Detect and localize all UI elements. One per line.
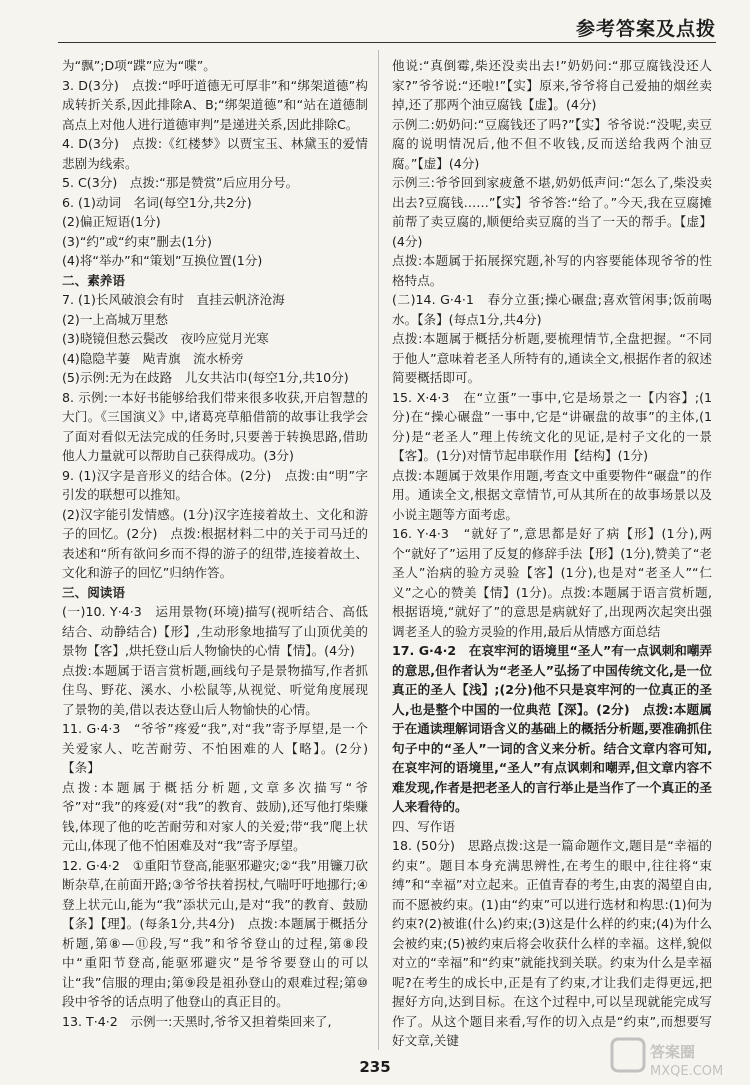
right-paragraph: 他说:“真倒霉,柴还没卖出去!”奶奶问:“那豆腐钱没还人家?”爷爷说:“还啦!”【实】原来,爷爷将自己爱抽的烟丝卖掉,还了那两个油豆腐钱【虚】。(4分) — [392, 58, 712, 112]
right-paragraph: 18. (50分) 思路点拨:这是一篇命题作文,题目是“幸福的约束”。题目本身充满思辨性,在考生的眼中,往往将“束缚”和“幸福”对立起来。正值青春的考生,由衷的渴望自由,而不愿被约束。(1)由“约束”可以进行选材和构思:(1)何为约束?(2)被谁(什么)约束;(3)这是什么样的约束;(4)为什么会被约束;(5)被约束后将会收获什么样的幸福。这样,貌似对立的“幸福”和“约束”就能找到关联。约束为什么是幸福呢?在考生的成长中,正是有了约束,才让我们走得更远,把握好方向,达到目标。在这个过程中,可以呈现就能完成写作了。从这个题目来看,写作的切入点是“约束”,而想要写好文章,关键 — [392, 838, 712, 1048]
left-paragraph: 6. (1)动词 名词(每空1分,共2分) — [62, 194, 252, 210]
left-paragraph: 三、阅读语 — [62, 584, 125, 600]
svg-text:答案圈: 答案圈 — [650, 1043, 696, 1061]
left-paragraph: 13. T·4·2 示例一:天黑时,爷爷又担着柴回来了, — [62, 1013, 332, 1029]
right-paragraph: 示例二:奶奶问:“豆腐钱还了吗?”【实】爷爷说:“没呢,卖豆腐的说明情况后,他不但不收钱,反而送给我两个油豆腐。”【虚】(4分) — [392, 116, 712, 171]
right-column — [392, 56, 712, 1056]
right-paragraph: 15. X·4·3 在“立蛋”一事中,它是场景之一【内容】;(1分)在“操心碾盘”一事中,它是“讲碾盘的故事”的主体,(1分)是“老圣人”理上传统文化的见证,是村子文化的一景【客】。(1分)对情节起串联作用【结构】(1分) — [392, 389, 712, 463]
right-paragraph: 17. G·4·2 在哀牢河的语境里“圣人”有一点讽刺和嘲弄的意思,但作者认为“老圣人”弘扬了中国传统文化,是一位真正的圣人【浅】;(2分)他不只是哀牢河的一位真正的圣人,也是整个中国的一位典范【深】。(2分) 点拨:本题属于在通读理解词语含义的基础上的概括分析题,要准确抓住句子中的“圣人”一词的含义来分析。结合文章内容可知,在哀牢河的语境里,“圣人”有点讽刺和嘲弄,但文章内容不难发现,作者是把老圣人的言行举止是当作了一个真正的圣人来看待的。 — [392, 643, 712, 814]
svg-text:MXQE.COM: MXQE.COM — [650, 1064, 724, 1079]
left-paragraph: 9. (1)汉字是音形义的结合体。(2分) 点拨:由“明”字引发的联想可以推知。 — [62, 467, 368, 502]
right-paragraph: 示例三:爷爷回到家疲惫不堪,奶奶低声问:“怎么了,柴没卖出去?豆腐钱……”【实】爷爷答:“给了。”今天,我在豆腐摊前帮了卖豆腐的,顺便给卖豆腐的当了一天的帮手。【虚】(4分) — [392, 175, 712, 249]
right-paragraph: 四、写作语 — [392, 818, 455, 834]
left-paragraph: 为“飘”;D项“蹀”应为“喋”。 — [62, 58, 216, 73]
page-number: 235 — [359, 1058, 391, 1076]
left-paragraph: (一)10. Y·4·3 运用景物(环境)描写(视听结合、高低结合、动静结合)【形】,生动形象地描写了山顶优美的景物【客】,烘托登山后人物愉快的心情【情】。(4分) — [62, 604, 368, 658]
header-title: 参考答案及点拨 — [575, 18, 716, 40]
left-column — [62, 56, 368, 1056]
left-paragraph: (5)示例:无为在歧路 儿女共沾巾(每空1分,共10分) — [62, 370, 349, 385]
left-paragraph: 12. G·4·2 ①重阳节登高,能驱邪避灾;②“我”用镰刀砍断杂草,在前面开路;③爷爷扶着拐杖,气喘吁吁地挪行;④登上状元山,能为“我”添状元山,是对“我”的教育、鼓励【条】【理】。(每条1分,共4分) 点拨:本题属于概括分析题,第⑧—⑪段,写“我”和爷爷登山的过程,第⑧段中“重阳节登高,能驱邪避灾”是爷爷要登山的可以让“我”信服的理由;第⑨段是祖孙登山的艰难过程;第⑩段中爷爷的话点明了他登山的真正目的。 — [62, 857, 368, 1009]
left-paragraph: 8. 示例:一本好书能够给我们带来很多收获,开启智慧的大门。《三国演义》中,诸葛亮草船借箭的故事让我学会了面对看似无法完成的任务时,只要善于转换思路,借助他人力量就可以帮助自己获得成功。(3分) — [62, 389, 368, 463]
left-paragraph: 点拨:本题属于语言赏析题,画线句子是景物描写,作者抓住鸟、野花、溪水、小松鼠等,从视觉、听觉角度展现了景物的美,借以表达登山后人物愉快的心情。 — [62, 662, 368, 717]
left-paragraph: 5. C(3分) 点拨:“那是赞赏”后应用分号。 — [62, 175, 299, 190]
right-paragraph: 16. Y·4·3 “就好了”,意思都是好了病【形】(1分),两个“就好了”运用了反复的修辞手法【形】(1分),赞美了“老圣人”治病的验方灵验【客】(1分),也是对“老圣人”“仁义”之心的赞美【情】(1分)。点拨:本题属于语言赏析题,根据语境,“就好了”的意思是病就好了,出现两次起突出强调老圣人的验方灵验的作用,最后从情感方面总结 — [392, 526, 712, 639]
right-paragraph: 点拨:本题属于概括分析题,要梳理情节,全盘把握。“不同于他人”意味着老圣人所特有的,通读全文,根据作者的叙述简要概括即可。 — [392, 331, 712, 385]
left-paragraph: (3)“约”或“约束”删去(1分) — [62, 233, 212, 249]
left-paragraph: 7. (1)长风破浪会有时 直挂云帆济沧海 — [62, 292, 285, 307]
left-paragraph: (2)一上高城万里愁 — [62, 311, 168, 327]
left-paragraph: 4. D(3分) 点拨:《红楼梦》以贾宝玉、林黛玉的爱情悲剧为线索。 — [62, 136, 368, 171]
left-paragraph: 3. D(3分) 点拨:“呼吁道德无可厚非”和“绑架道德”构成转折关系,因此排除A、B;“绑架道德”和“站在道德制高点上对他人进行道德审判”是递进关系,因此排除C。 — [62, 77, 368, 132]
left-paragraph: 二、素养语 — [62, 272, 125, 288]
right-paragraph: (二)14. G·4·1 春分立蛋;操心碾盘;喜欢管闲事;饭前喝水。【条】(每点1分,共4分) — [392, 292, 712, 327]
left-paragraph: (3)晓镜但愁云鬓改 夜吟应觉月光寒 — [62, 331, 269, 346]
watermark-logo — [610, 1035, 740, 1079]
right-paragraph: 点拨:本题属于效果作用题,考查文中重要物件“碾盘”的作用。通读全文,根据文章情节,可从其所在的故事场景以及小说主题等方面考虑。 — [392, 467, 712, 522]
left-paragraph: 点拨:本题属于概括分析题,文章多次描写“爷爷”对“我”的疼爱(对“我”的教育、鼓励),还写他打柴赚钱,体现了他的吃苦耐劳和对家人的关爱;带“我”爬上状元山,体现了他不怕困难及对“我”寄予厚望。 — [62, 779, 368, 853]
left-paragraph: (2)汉字能引发情感。(1分)汉字连接着故土、文化和游子的回忆。(2分) 点拨:根据材料二中的关于司马迁的表述和“所有欲问乡而不得的游子的纽带,连接着故土、文化和游子的回忆”归纳作答。 — [62, 506, 368, 580]
right-paragraph: 点拨:本题属于拓展探究题,补写的内容要能体现爷爷的性格特点。 — [392, 253, 712, 288]
left-paragraph: (4)隐隐芊萋 飐青旗 流水桥旁 — [62, 350, 244, 366]
header-rule — [58, 42, 716, 43]
column-divider — [378, 50, 379, 1050]
left-paragraph: (2)偏正短语(1分) — [62, 214, 161, 229]
left-paragraph: 11. G·4·3 “爷爷”疼爱“我”,对“我”寄予厚望,是一个关爱家人、吃苦耐劳、不怕困难的人【略】。(2分)【条】 — [62, 721, 368, 775]
left-paragraph: (4)将“举办”和“策划”互换位置(1分) — [62, 253, 263, 268]
